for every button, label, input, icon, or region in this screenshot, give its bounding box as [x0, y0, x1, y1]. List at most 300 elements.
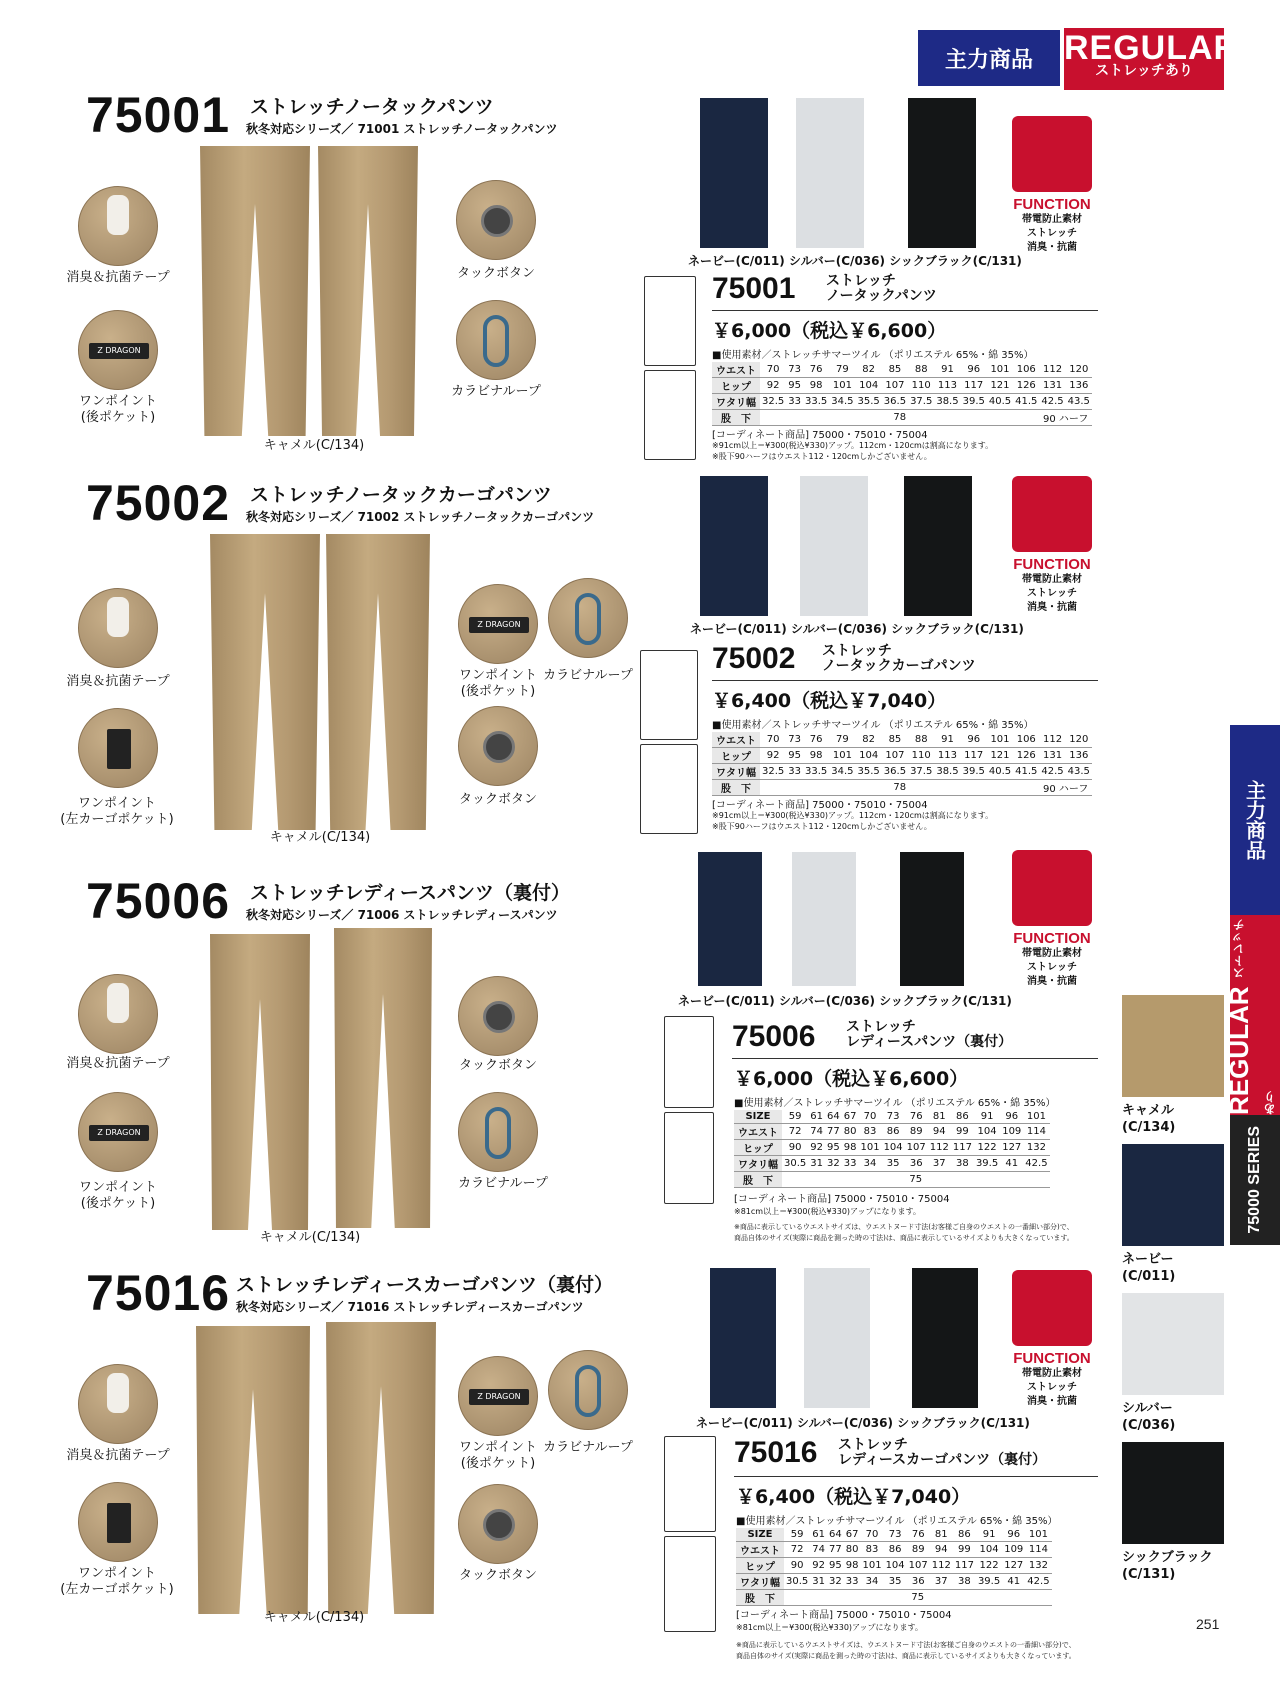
size-cell: 72 [784, 1541, 810, 1557]
size-cell: 90 [782, 1139, 808, 1155]
size-cell: 101 [1023, 1110, 1049, 1123]
spec-price: ￥6,400（税込￥7,040） [736, 1486, 971, 1508]
swatch-camel-label: キャメル (C/134) [1122, 1103, 1176, 1135]
size-cell: 101 [829, 748, 855, 764]
swatch-navy-label: ネービー (C/011) [1122, 1252, 1176, 1284]
detail-tape-label: 消臭＆抗菌テープ [66, 270, 170, 285]
size-cell: 101 [987, 732, 1013, 748]
size-cell: 136 [1066, 378, 1092, 394]
size-cell: 112 [1039, 362, 1065, 378]
silver-pants-photo [792, 852, 856, 986]
size-cell: 117 [961, 748, 987, 764]
size-row-header: ヒップ [712, 748, 760, 764]
size-cell: 110 [908, 748, 934, 764]
function-line2: ストレッチ [1027, 228, 1077, 239]
header-regular-sub: ストレッチあり [1095, 63, 1193, 79]
size-cell: 31 [810, 1573, 827, 1589]
spec-rule [712, 310, 1098, 311]
swatch-camel [1122, 995, 1224, 1097]
size-cell: 38.5 [934, 764, 960, 780]
detail-logo-photo [458, 1356, 538, 1436]
dragon-icon [1012, 1270, 1092, 1346]
size-row-header: ウエスト [734, 1123, 782, 1139]
size-cell: 88 [908, 362, 934, 378]
detail-logo-photo [78, 1482, 158, 1562]
size-cell: 136 [1066, 748, 1092, 764]
swatch-black [1122, 1442, 1224, 1544]
size-cell: 101 [1025, 1528, 1051, 1541]
size-cell: 32.5 [760, 394, 786, 410]
swatch-navy [1122, 1144, 1224, 1246]
spec-material: ■使用素材／ストレッチサマーツイル （ポリエステル 65%・綿 35%） [736, 1516, 1058, 1527]
size-cell: 113 [934, 748, 960, 764]
size-cell: 86 [953, 1528, 976, 1541]
swatch-black-label: シックブラック (C/131) [1122, 1550, 1213, 1582]
size-cell: 107 [882, 748, 908, 764]
detail-logo-photo [458, 584, 538, 664]
size-cell: 122 [974, 1139, 1000, 1155]
size-cell: 37.5 [908, 764, 934, 780]
camel-pants-front [200, 146, 310, 436]
product-series: 秋冬対応シリーズ／ 71016 ストレッチレディースカーゴパンツ [236, 1300, 584, 1314]
size-cell: 85 [882, 362, 908, 378]
size-cell: 35.5 [856, 394, 882, 410]
size-cell: 72 [782, 1123, 808, 1139]
spec-number: 75002 [712, 642, 796, 675]
size-cell: 126 [1013, 378, 1039, 394]
size-cell: 39.5 [961, 764, 987, 780]
size-cell: 112 [1039, 732, 1065, 748]
camel-label: キャメル(C/134) [269, 830, 371, 845]
spec-note: ※91cm以上＝¥300(税込¥330)アップ。112cm・120cmは割高になります。 ※股下90ハーフはウエスト112・120cmしかございません。 [712, 441, 994, 461]
size-cell: 64 [829, 1528, 842, 1540]
side-tab-main [1230, 725, 1280, 915]
size-row [712, 362, 1092, 378]
size-cell: 59 [784, 1528, 810, 1541]
size-cell: 132 [1023, 1139, 1049, 1155]
detail-onepoint-label: ワンポイント (後ポケット) [458, 668, 537, 699]
size-cell: 101 [829, 378, 855, 394]
colors-caption: ネービー(C/011) シルバー(C/036) シックブラック(C/131) [696, 1416, 1030, 1430]
size-row-inseam [712, 410, 1092, 426]
side-tab-series-label: 75000 SERIES [1246, 1126, 1263, 1234]
size-table [712, 362, 1092, 426]
spec-material: ■使用素材／ストレッチサマーツイル （ポリエステル 65%・綿 35%） [734, 1098, 1056, 1109]
size-row-inseam [736, 1589, 1052, 1605]
silver-pants-photo [796, 98, 864, 248]
size-row-header: 股 下 [734, 1171, 782, 1187]
size-cell: 81 [930, 1528, 953, 1541]
size-row-header: ワタリ幅 [736, 1573, 784, 1589]
size-cell: 90 [784, 1557, 810, 1573]
size-row-header: ヒップ [712, 378, 760, 394]
detail-carabiner-photo [456, 300, 536, 380]
size-cell: 79 [829, 362, 855, 378]
size-cell: 43.5 [1066, 764, 1092, 780]
size-cell: 67 [843, 1110, 857, 1122]
detail-carabiner-photo [548, 1350, 628, 1430]
front-outline-drawing [640, 650, 698, 740]
black-pants-photo [908, 98, 976, 248]
size-cell: 34 [860, 1573, 883, 1589]
camel-pants-back [326, 1322, 436, 1614]
size-row [734, 1123, 1050, 1139]
back-outline-drawing [664, 1536, 716, 1632]
size-cell: 43.5 [1066, 394, 1092, 410]
product-name: ストレッチレディースパンツ（裏付） [250, 882, 570, 904]
product-name: ストレッチレディースカーゴパンツ（裏付） [236, 1274, 613, 1296]
size-cell: 33 [842, 1155, 859, 1171]
size-cell: 83 [858, 1123, 881, 1139]
function-line1: 帯電防止素材 [1022, 214, 1082, 225]
function-badge [1012, 1270, 1092, 1407]
size-cell: 73 [882, 1110, 905, 1123]
size-row [734, 1155, 1050, 1171]
size-cell: 98 [803, 748, 829, 764]
detail-onepoint-label: ワンポイント (後ポケット) [78, 1180, 157, 1211]
size-cell: 30.5 [784, 1573, 810, 1589]
size-cell: 39.5 [976, 1573, 1002, 1589]
detail-tape-photo [78, 974, 158, 1054]
function-line1: 帯電防止素材 [1022, 574, 1082, 585]
size-cell: 37.5 [908, 394, 934, 410]
spec-rule [712, 680, 1098, 681]
spec-rule [734, 1476, 1098, 1477]
size-cell: 110 [908, 378, 934, 394]
function-title: FUNCTION [1013, 196, 1091, 213]
spec-name: ストレッチ ノータックカーゴパンツ [822, 643, 976, 674]
size-row [712, 764, 1092, 780]
size-cell: 114 [1025, 1541, 1051, 1557]
detail-tape-label: 消臭＆抗菌テープ [66, 1448, 170, 1463]
size-cell: 37 [928, 1155, 951, 1171]
spec-name: ストレッチ ノータックパンツ [826, 273, 937, 304]
size-cell: 33 [786, 394, 803, 410]
side-tab-regular-label: REGULAR ストレッチあり [1224, 919, 1277, 1115]
spec-price: ￥6,000（税込￥6,600） [734, 1068, 969, 1090]
size-cell: 92 [808, 1139, 825, 1155]
size-row [736, 1573, 1052, 1589]
detail-tuck-label: タックボタン [458, 1058, 537, 1073]
size-cell: 36.5 [882, 394, 908, 410]
size-cell: 42.5 [1039, 394, 1065, 410]
detail-tape-photo [78, 588, 158, 668]
size-cell: 91 [934, 362, 960, 378]
size-cell: 82 [856, 362, 882, 378]
dragon-icon [1012, 476, 1092, 552]
spec-material: ■使用素材／ストレッチサマーツイル （ポリエステル 65%・綿 35%） [712, 720, 1034, 731]
spec-size-note: ※商品に表示しているウエストサイズは、ウエストヌード寸法(お客様ご自身のウエストの一番細い部分)で、 商品自体のサイズ(実際に商品を測った時の寸法)は、商品に表示しているサイズよりも大きくなっています。 [734, 1223, 1074, 1242]
size-row [736, 1528, 1052, 1541]
back-outline-drawing [664, 1112, 714, 1204]
size-cell: 89 [905, 1123, 928, 1139]
size-cell: 86 [882, 1123, 905, 1139]
side-tab-main-label: 主力商品 [1242, 780, 1267, 860]
size-cell: 41 [1002, 1573, 1025, 1589]
camel-pants-front [210, 534, 320, 830]
logo-patch: Z DRAGON [89, 343, 149, 359]
size-cell: 91 [974, 1110, 1000, 1123]
silver-pants-photo [804, 1268, 870, 1408]
size-cell: 120 [1066, 732, 1092, 748]
swatch-silver [1122, 1293, 1224, 1395]
size-cell: 38 [953, 1573, 976, 1589]
detail-tuck-label: タックボタン [458, 1568, 537, 1583]
navy-pants-photo [698, 852, 762, 986]
camel-label: キャメル(C/134) [263, 1610, 365, 1625]
detail-carabiner-photo [458, 1092, 538, 1172]
size-cell: 106 [1013, 362, 1039, 378]
size-cell: 94 [930, 1541, 953, 1557]
size-row-header: ウエスト [736, 1541, 784, 1557]
inseam-cell: 75 [782, 1171, 1050, 1187]
size-row-header: 股 下 [736, 1589, 784, 1605]
size-cell: 98 [803, 378, 829, 394]
detail-logo-photo [78, 1092, 158, 1172]
detail-tape-photo [78, 186, 158, 266]
size-cell: 80 [844, 1541, 861, 1557]
size-cell: 42.5 [1025, 1573, 1051, 1589]
size-cell: 117 [961, 378, 987, 394]
product-name: ストレッチノータックパンツ [250, 96, 494, 118]
logo-patch: Z DRAGON [469, 1389, 529, 1405]
size-row [712, 378, 1092, 394]
camel-pants-back [334, 928, 432, 1228]
size-cell: 70 [858, 1110, 881, 1123]
size-cell: 31 [808, 1155, 825, 1171]
size-cell: 77 [825, 1123, 842, 1139]
size-cell: 98 [844, 1557, 861, 1573]
size-cell: 76 [905, 1110, 928, 1123]
size-cell: 35 [884, 1573, 907, 1589]
size-row [734, 1110, 1050, 1123]
size-cell: 35 [882, 1155, 905, 1171]
header-regular-title: REGULAR [1064, 29, 1240, 67]
detail-tuck-label: タックボタン [456, 266, 535, 281]
size-row-header: 股 下 [712, 780, 760, 796]
size-row-header: ヒップ [736, 1557, 784, 1573]
spec-note: ※81cm以上＝¥300(税込¥330)アップになります。 [736, 1623, 923, 1632]
size-row-header: ウエスト [712, 362, 760, 378]
size-row-inseam [734, 1171, 1050, 1187]
size-cell: 96 [961, 362, 987, 378]
product-number: 75001 [86, 87, 231, 143]
size-cell: 33 [786, 764, 803, 780]
size-cell: 96 [961, 732, 987, 748]
spec-coordinate: [コーディネート商品] 75000・75010・75004 [712, 800, 928, 811]
size-cell: 112 [928, 1139, 951, 1155]
size-table [736, 1528, 1052, 1606]
size-cell: 94 [928, 1123, 951, 1139]
size-cell: 33.5 [803, 764, 829, 780]
size-cell: 40.5 [987, 764, 1013, 780]
size-cell: 73 [884, 1528, 907, 1541]
size-cell: 131 [1039, 378, 1065, 394]
size-cell: 38 [951, 1155, 974, 1171]
size-cell: 67 [845, 1528, 859, 1540]
dragon-icon [1012, 116, 1092, 192]
size-row [736, 1541, 1052, 1557]
size-cell: 33 [844, 1573, 861, 1589]
function-line3: 消臭・抗菌 [1027, 1396, 1077, 1407]
product-series: 秋冬対応シリーズ／ 71001 ストレッチノータックパンツ [246, 122, 558, 136]
detail-onepoint-label: ワンポイント (左カーゴポケット) [60, 796, 174, 827]
size-cell: 99 [953, 1541, 976, 1557]
detail-tuck-photo [456, 180, 536, 260]
dragon-icon [1012, 850, 1092, 926]
size-cell: 85 [882, 732, 908, 748]
size-cell: 36 [905, 1155, 928, 1171]
camel-label: キャメル(C/134) [263, 438, 365, 453]
size-cell: 30.5 [782, 1155, 808, 1171]
spec-number: 75016 [734, 1436, 818, 1469]
size-row-header: ウエスト [712, 732, 760, 748]
inseam-cell: 78 [760, 780, 1039, 796]
size-cell: 101 [987, 362, 1013, 378]
spec-coordinate: [コーディネート商品] 75000・75010・75004 [734, 1194, 950, 1205]
size-row-header: ワタリ幅 [712, 764, 760, 780]
detail-tuck-label: タックボタン [458, 792, 537, 807]
size-cell: 104 [974, 1123, 1000, 1139]
size-row-inseam [712, 780, 1092, 796]
size-cell: 104 [856, 748, 882, 764]
size-cell: 114 [1023, 1123, 1049, 1139]
size-cell: 95 [786, 378, 803, 394]
colors-caption: ネービー(C/011) シルバー(C/036) シックブラック(C/131) [678, 994, 1012, 1008]
size-row-header: SIZE [734, 1110, 782, 1123]
spec-note: ※91cm以上＝¥300(税込¥330)アップ。112cm・120cmは割高になります。 ※股下90ハーフはウエスト112・120cmしかございません。 [712, 811, 994, 831]
product-number: 75016 [86, 1265, 231, 1321]
size-cell: 121 [987, 748, 1013, 764]
size-cell: 82 [856, 732, 882, 748]
size-cell: 79 [829, 732, 855, 748]
spec-number: 75001 [712, 272, 796, 305]
side-tab-series [1230, 1115, 1280, 1245]
size-cell: 80 [842, 1123, 859, 1139]
size-cell: 73 [786, 732, 803, 748]
size-cell: 107 [907, 1557, 930, 1573]
front-outline-drawing [664, 1436, 716, 1532]
black-pants-photo [904, 476, 972, 616]
size-cell: 32.5 [760, 764, 786, 780]
size-cell: 122 [976, 1557, 1002, 1573]
size-cell: 38.5 [934, 394, 960, 410]
inseam-cell: 75 [784, 1589, 1052, 1605]
side-tab-regular [1224, 915, 1280, 1115]
size-cell: 61 [812, 1528, 825, 1540]
detail-carabiner-label: カラビナループ [458, 1176, 548, 1191]
size-cell: 104 [882, 1139, 905, 1155]
size-cell: 86 [884, 1541, 907, 1557]
size-cell: 39.5 [974, 1155, 1000, 1171]
size-cell: 33.5 [803, 394, 829, 410]
size-cell: 34.5 [829, 394, 855, 410]
size-cell: 42.5 [1039, 764, 1065, 780]
logo-patch: Z DRAGON [89, 1125, 149, 1141]
size-table [734, 1110, 1050, 1188]
function-line3: 消臭・抗菌 [1027, 976, 1077, 987]
size-cell: 81 [928, 1110, 951, 1123]
detail-onepoint-label: ワンポイント (左カーゴポケット) [60, 1566, 174, 1597]
size-cell: 98 [842, 1139, 859, 1155]
inseam-half-cell: 90 ハーフ [1039, 780, 1092, 796]
camel-pants-front [196, 1326, 310, 1614]
product-series: 秋冬対応シリーズ／ 71002 ストレッチノータックカーゴパンツ [246, 510, 595, 524]
size-cell: 74 [808, 1123, 825, 1139]
size-cell: 41.5 [1013, 764, 1039, 780]
size-table-wrap [712, 732, 1098, 796]
size-cell: 95 [786, 748, 803, 764]
colors-caption: ネービー(C/011) シルバー(C/036) シックブラック(C/131) [690, 622, 1024, 636]
size-table-wrap [736, 1528, 1098, 1606]
size-cell: 34.5 [829, 764, 855, 780]
size-cell: 121 [987, 378, 1013, 394]
function-line3: 消臭・抗菌 [1027, 602, 1077, 613]
size-cell: 91 [934, 732, 960, 748]
detail-logo-photo [78, 310, 158, 390]
spec-price: ￥6,000（税込￥6,600） [712, 320, 947, 342]
front-outline-drawing [644, 276, 696, 366]
size-cell: 91 [976, 1528, 1002, 1541]
spec-size-note: ※商品に表示しているウエストサイズは、ウエストヌード寸法(お客様ご自身のウエストの一番細い部分)で、 商品自体のサイズ(実際に商品を測った時の寸法)は、商品に表示しているサイズよりも大きくなっています。 [736, 1641, 1076, 1660]
size-cell: 107 [905, 1139, 928, 1155]
size-cell: 74 [810, 1541, 827, 1557]
size-cell: 76 [803, 362, 829, 378]
size-cell: 101 [860, 1557, 883, 1573]
spec-coordinate: [コーディネート商品] 75000・75010・75004 [736, 1610, 952, 1621]
detail-carabiner-label: カラビナループ [451, 384, 541, 399]
size-cell: 41 [1000, 1155, 1023, 1171]
size-cell: 32 [827, 1573, 844, 1589]
size-cell: 112 [930, 1557, 953, 1573]
function-title: FUNCTION [1013, 556, 1091, 573]
size-cell: 127 [1000, 1139, 1023, 1155]
size-cell: 34 [858, 1155, 881, 1171]
colors-caption: ネービー(C/011) シルバー(C/036) シックブラック(C/131) [688, 254, 1022, 268]
black-pants-photo [900, 852, 964, 986]
spec-rule [732, 1058, 1098, 1059]
function-title: FUNCTION [1013, 1350, 1091, 1367]
size-cell: 109 [1002, 1541, 1025, 1557]
header-regular-badge [1064, 28, 1240, 90]
size-cell: 117 [951, 1139, 974, 1155]
silver-pants-photo [800, 476, 868, 616]
size-row [712, 748, 1092, 764]
size-cell: 36 [907, 1573, 930, 1589]
spec-coordinate: [コーディネート商品] 75000・75010・75004 [712, 430, 928, 441]
function-line2: ストレッチ [1027, 588, 1077, 599]
product-number: 75002 [86, 475, 231, 531]
size-row [734, 1139, 1050, 1155]
size-cell: 96 [1002, 1528, 1025, 1541]
size-row [712, 732, 1092, 748]
size-cell: 70 [860, 1528, 883, 1541]
spec-material: ■使用素材／ストレッチサマーツイル （ポリエステル 65%・綿 35%） [712, 350, 1034, 361]
size-cell: 37 [930, 1573, 953, 1589]
function-title: FUNCTION [1013, 930, 1091, 947]
size-cell: 127 [1002, 1557, 1025, 1573]
size-cell: 106 [1013, 732, 1039, 748]
spec-number: 75006 [732, 1020, 816, 1053]
size-cell: 101 [858, 1139, 881, 1155]
product-series: 秋冬対応シリーズ／ 71006 ストレッチレディースパンツ [246, 908, 558, 922]
size-cell: 92 [760, 378, 786, 394]
size-table-wrap [712, 362, 1098, 426]
detail-tuck-photo [458, 1484, 538, 1564]
size-cell: 96 [1000, 1110, 1023, 1123]
size-table-wrap [734, 1110, 1098, 1188]
size-row [712, 394, 1092, 410]
